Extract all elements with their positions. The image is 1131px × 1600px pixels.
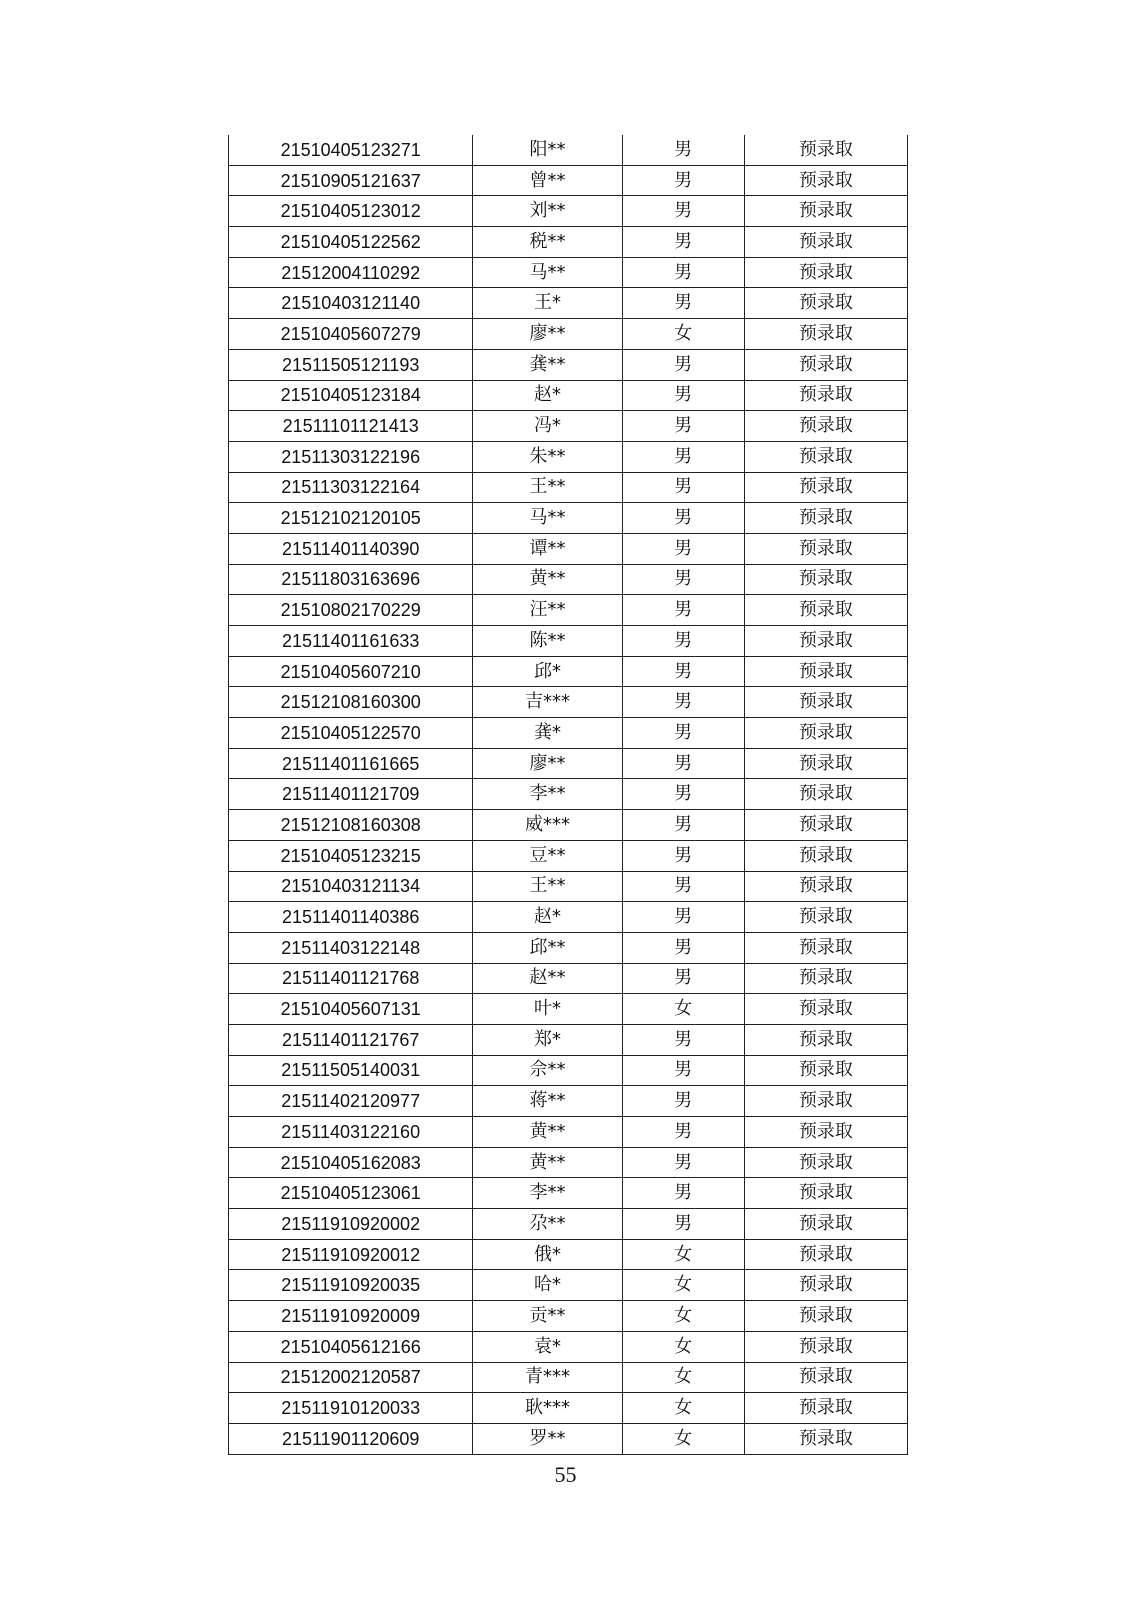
admission-status-cell: 预录取 [744, 472, 907, 503]
candidate-name-cell: 吉*** [473, 687, 622, 718]
admission-status-cell: 预录取 [744, 1331, 907, 1362]
candidate-gender-cell: 男 [622, 656, 744, 687]
admission-status-cell: 预录取 [744, 902, 907, 933]
candidate-gender-cell: 女 [622, 1301, 744, 1332]
candidate-id-cell: 21510405123061 [229, 1178, 473, 1209]
candidate-name-cell: 刘** [473, 196, 622, 227]
table-row [229, 687, 908, 718]
table-row [229, 1331, 908, 1362]
candidate-id-cell: 21511401161665 [229, 748, 473, 779]
candidate-id-cell: 21512108160300 [229, 687, 473, 718]
admission-status-cell: 预录取 [744, 994, 907, 1025]
admission-status-cell: 预录取 [744, 380, 907, 411]
candidate-gender-cell: 男 [622, 472, 744, 503]
candidate-id-cell: 21511303122196 [229, 441, 473, 472]
table-row [229, 779, 908, 810]
table-row [229, 1423, 908, 1454]
admission-status-cell: 预录取 [744, 441, 907, 472]
table-row [229, 963, 908, 994]
candidate-gender-cell: 女 [622, 1362, 744, 1393]
candidate-id-cell: 21510405123012 [229, 196, 473, 227]
candidate-gender-cell: 男 [622, 840, 744, 871]
table-row [229, 227, 908, 258]
table-row [229, 656, 908, 687]
candidate-gender-cell: 男 [622, 288, 744, 319]
table-row [229, 1086, 908, 1117]
admission-status-cell: 预录取 [744, 748, 907, 779]
admission-status-cell: 预录取 [744, 257, 907, 288]
candidate-name-cell: 李** [473, 1178, 622, 1209]
admission-status-cell: 预录取 [744, 319, 907, 350]
candidate-id-cell: 21511401140390 [229, 533, 473, 564]
admission-status-cell: 预录取 [744, 687, 907, 718]
table-row [229, 1178, 908, 1209]
table-row [229, 840, 908, 871]
table-row [229, 288, 908, 319]
candidate-gender-cell: 男 [622, 441, 744, 472]
candidate-gender-cell: 男 [622, 165, 744, 196]
candidate-name-cell: 冯* [473, 411, 622, 442]
candidate-gender-cell: 男 [622, 626, 744, 657]
candidate-name-cell: 贡** [473, 1301, 622, 1332]
table-row [229, 1270, 908, 1301]
candidate-name-cell: 威*** [473, 810, 622, 841]
candidate-id-cell: 21512102120105 [229, 503, 473, 534]
admission-status-cell: 预录取 [744, 810, 907, 841]
candidate-gender-cell: 男 [622, 1209, 744, 1240]
candidate-name-cell: 袁* [473, 1331, 622, 1362]
candidate-gender-cell: 男 [622, 564, 744, 595]
table-row [229, 257, 908, 288]
candidate-gender-cell: 女 [622, 1423, 744, 1454]
admission-status-cell: 预录取 [744, 533, 907, 564]
candidate-gender-cell: 女 [622, 1393, 744, 1424]
candidate-name-cell: 耿*** [473, 1393, 622, 1424]
candidate-name-cell: 俄* [473, 1239, 622, 1270]
admission-status-cell: 预录取 [744, 196, 907, 227]
admission-status-cell: 预录取 [744, 1393, 907, 1424]
candidate-name-cell: 豆** [473, 840, 622, 871]
admission-status-cell: 预录取 [744, 1362, 907, 1393]
admission-status-cell: 预录取 [744, 165, 907, 196]
candidate-gender-cell: 男 [622, 963, 744, 994]
candidate-gender-cell: 女 [622, 1239, 744, 1270]
candidate-gender-cell: 男 [622, 810, 744, 841]
candidate-id-cell: 21510405607131 [229, 994, 473, 1025]
admission-status-cell: 预录取 [744, 349, 907, 380]
candidate-id-cell: 21511505140031 [229, 1055, 473, 1086]
admission-status-cell: 预录取 [744, 871, 907, 902]
candidate-gender-cell: 男 [622, 257, 744, 288]
table-row [229, 533, 908, 564]
table-row [229, 932, 908, 963]
candidate-id-cell: 21511401121768 [229, 963, 473, 994]
candidate-gender-cell: 男 [622, 1117, 744, 1148]
candidate-name-cell: 廖** [473, 748, 622, 779]
candidate-name-cell: 曾** [473, 165, 622, 196]
candidate-gender-cell: 女 [622, 1331, 744, 1362]
candidate-id-cell: 21510403121140 [229, 288, 473, 319]
candidate-name-cell: 龚* [473, 718, 622, 749]
table-row [229, 349, 908, 380]
candidate-id-cell: 21511910920035 [229, 1270, 473, 1301]
table-row [229, 718, 908, 749]
admission-status-cell: 预录取 [744, 932, 907, 963]
admission-status-cell: 预录取 [744, 963, 907, 994]
table-row [229, 902, 908, 933]
table-row [229, 1239, 908, 1270]
candidate-id-cell: 21511403122148 [229, 932, 473, 963]
admission-status-cell: 预录取 [744, 1270, 907, 1301]
candidate-name-cell: 廖** [473, 319, 622, 350]
table-row [229, 1024, 908, 1055]
table-row [229, 994, 908, 1025]
admission-status-cell: 预录取 [744, 411, 907, 442]
candidate-gender-cell: 男 [622, 1178, 744, 1209]
table-row [229, 564, 908, 595]
candidate-id-cell: 21511402120977 [229, 1086, 473, 1117]
candidate-name-cell: 哈* [473, 1270, 622, 1301]
candidate-id-cell: 21511803163696 [229, 564, 473, 595]
candidate-gender-cell: 男 [622, 135, 744, 165]
candidate-gender-cell: 男 [622, 718, 744, 749]
table-row [229, 1362, 908, 1393]
candidate-gender-cell: 男 [622, 503, 744, 534]
candidate-id-cell: 21510405612166 [229, 1331, 473, 1362]
candidate-name-cell: 叶* [473, 994, 622, 1025]
candidate-name-cell: 尕** [473, 1209, 622, 1240]
candidate-gender-cell: 男 [622, 932, 744, 963]
admission-status-cell: 预录取 [744, 1239, 907, 1270]
candidate-gender-cell: 男 [622, 380, 744, 411]
candidate-name-cell: 李** [473, 779, 622, 810]
admission-status-cell: 预录取 [744, 1178, 907, 1209]
candidate-name-cell: 黄** [473, 1147, 622, 1178]
candidate-name-cell: 朱** [473, 441, 622, 472]
candidate-id-cell: 21510403121134 [229, 871, 473, 902]
table-row [229, 1209, 908, 1240]
admission-status-cell: 预录取 [744, 503, 907, 534]
admission-status-cell: 预录取 [744, 840, 907, 871]
admission-status-cell: 预录取 [744, 595, 907, 626]
table-row [229, 1055, 908, 1086]
candidate-gender-cell: 男 [622, 1086, 744, 1117]
candidate-id-cell: 21511910920009 [229, 1301, 473, 1332]
table-row [229, 1301, 908, 1332]
candidate-name-cell: 赵* [473, 902, 622, 933]
page-number: 55 [554, 1462, 577, 1487]
candidate-name-cell: 蒋** [473, 1086, 622, 1117]
candidate-gender-cell: 男 [622, 533, 744, 564]
table-row [229, 380, 908, 411]
candidate-id-cell: 21510405123271 [229, 135, 473, 165]
candidate-id-cell: 21511401161633 [229, 626, 473, 657]
candidate-name-cell: 王** [473, 871, 622, 902]
candidate-id-cell: 21511910920002 [229, 1209, 473, 1240]
candidate-id-cell: 21512004110292 [229, 257, 473, 288]
table-row [229, 626, 908, 657]
admission-status-cell: 预录取 [744, 1147, 907, 1178]
table-row [229, 503, 908, 534]
table-row [229, 1393, 908, 1424]
candidate-id-cell: 21511401121767 [229, 1024, 473, 1055]
candidate-name-cell: 谭** [473, 533, 622, 564]
candidate-id-cell: 21511401140386 [229, 902, 473, 933]
candidate-gender-cell: 男 [622, 902, 744, 933]
candidate-gender-cell: 男 [622, 595, 744, 626]
admission-status-cell: 预录取 [744, 135, 907, 165]
admission-status-cell: 预录取 [744, 1301, 907, 1332]
candidate-gender-cell: 男 [622, 1024, 744, 1055]
candidate-gender-cell: 男 [622, 196, 744, 227]
table-row [229, 319, 908, 350]
candidate-gender-cell: 男 [622, 1055, 744, 1086]
candidate-id-cell: 21510405123215 [229, 840, 473, 871]
admission-status-cell: 预录取 [744, 1086, 907, 1117]
admission-status-cell: 预录取 [744, 1117, 907, 1148]
admission-status-cell: 预录取 [744, 227, 907, 258]
candidate-gender-cell: 男 [622, 748, 744, 779]
table-row [229, 871, 908, 902]
candidate-id-cell: 21512002120587 [229, 1362, 473, 1393]
candidate-gender-cell: 男 [622, 779, 744, 810]
candidate-id-cell: 21510405607279 [229, 319, 473, 350]
candidate-id-cell: 21511901120609 [229, 1423, 473, 1454]
table-row [229, 810, 908, 841]
candidate-name-cell: 黄** [473, 564, 622, 595]
candidate-gender-cell: 男 [622, 1147, 744, 1178]
candidate-gender-cell: 男 [622, 411, 744, 442]
candidate-id-cell: 21511401121709 [229, 779, 473, 810]
admission-status-cell: 预录取 [744, 626, 907, 657]
admission-status-cell: 预录取 [744, 718, 907, 749]
table-row [229, 196, 908, 227]
table-row [229, 135, 908, 165]
candidate-id-cell: 21510405162083 [229, 1147, 473, 1178]
candidate-name-cell: 赵* [473, 380, 622, 411]
candidate-name-cell: 王** [473, 472, 622, 503]
candidate-id-cell: 21511101121413 [229, 411, 473, 442]
candidate-name-cell: 税** [473, 227, 622, 258]
candidate-name-cell: 陈** [473, 626, 622, 657]
candidate-id-cell: 21511910920012 [229, 1239, 473, 1270]
table-row [229, 165, 908, 196]
table-row [229, 595, 908, 626]
candidate-name-cell: 邱** [473, 932, 622, 963]
candidate-name-cell: 青*** [473, 1362, 622, 1393]
candidate-name-cell: 汪** [473, 595, 622, 626]
admission-table-body [229, 135, 908, 1454]
candidate-name-cell: 邱* [473, 656, 622, 687]
candidate-name-cell: 赵** [473, 963, 622, 994]
candidate-name-cell: 郑* [473, 1024, 622, 1055]
candidate-name-cell: 龚** [473, 349, 622, 380]
candidate-gender-cell: 男 [622, 227, 744, 258]
candidate-name-cell: 马** [473, 503, 622, 534]
admission-status-cell: 预录取 [744, 1024, 907, 1055]
admission-status-cell: 预录取 [744, 656, 907, 687]
candidate-id-cell: 21510405122562 [229, 227, 473, 258]
candidate-gender-cell: 男 [622, 687, 744, 718]
admission-status-cell: 预录取 [744, 1055, 907, 1086]
candidate-name-cell: 黄** [473, 1117, 622, 1148]
candidate-id-cell: 21510905121637 [229, 165, 473, 196]
candidate-id-cell: 21510802170229 [229, 595, 473, 626]
table-row [229, 1117, 908, 1148]
candidate-id-cell: 21511505121193 [229, 349, 473, 380]
candidate-id-cell: 21512108160308 [229, 810, 473, 841]
admission-status-cell: 预录取 [744, 1209, 907, 1240]
candidate-name-cell: 马** [473, 257, 622, 288]
admission-table [228, 135, 908, 1455]
candidate-id-cell: 21510405122570 [229, 718, 473, 749]
candidate-name-cell: 罗** [473, 1423, 622, 1454]
admission-status-cell: 预录取 [744, 288, 907, 319]
candidate-name-cell: 佘** [473, 1055, 622, 1086]
candidate-id-cell: 21511910120033 [229, 1393, 473, 1424]
admission-status-cell: 预录取 [744, 1423, 907, 1454]
candidate-gender-cell: 女 [622, 319, 744, 350]
candidate-id-cell: 21510405607210 [229, 656, 473, 687]
admission-status-cell: 预录取 [744, 564, 907, 595]
table-row [229, 472, 908, 503]
candidate-gender-cell: 女 [622, 1270, 744, 1301]
table-row [229, 1147, 908, 1178]
candidate-name-cell: 阳** [473, 135, 622, 165]
table-row [229, 441, 908, 472]
admission-status-cell: 预录取 [744, 779, 907, 810]
candidate-gender-cell: 男 [622, 349, 744, 380]
candidate-gender-cell: 女 [622, 994, 744, 1025]
candidate-name-cell: 王* [473, 288, 622, 319]
table-row [229, 748, 908, 779]
candidate-id-cell: 21510405123184 [229, 380, 473, 411]
candidate-id-cell: 21511403122160 [229, 1117, 473, 1148]
table-row [229, 411, 908, 442]
candidate-gender-cell: 男 [622, 871, 744, 902]
candidate-id-cell: 21511303122164 [229, 472, 473, 503]
